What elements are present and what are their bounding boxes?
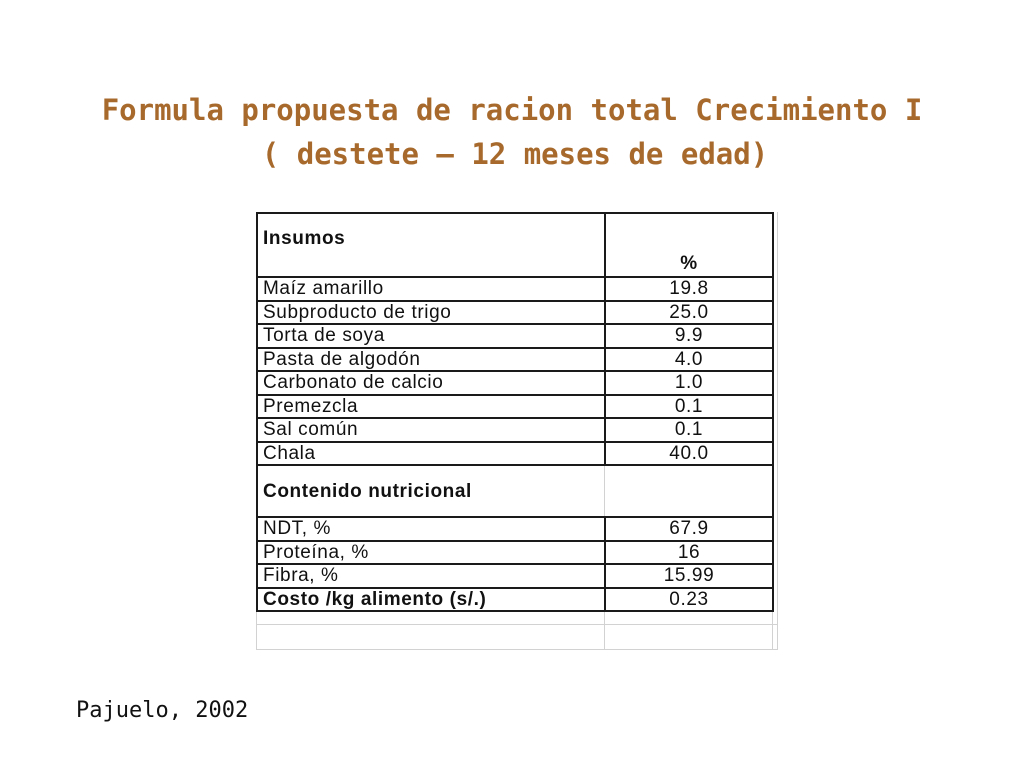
table-row — [257, 517, 773, 541]
title-line-1: Formula propuesta de racion total Crecimiento I — [101, 93, 923, 127]
section-header-row — [257, 465, 773, 517]
row-value: 25.0 — [605, 301, 773, 325]
table-row — [257, 277, 773, 301]
table-row — [257, 371, 773, 395]
row-label: Costo /kg alimento (s/.) — [257, 588, 605, 612]
table-row — [257, 564, 773, 588]
table-row — [257, 324, 773, 348]
header-percent: % — [605, 213, 773, 277]
row-label: Premezcla — [257, 395, 605, 419]
table-row — [257, 348, 773, 372]
grid-line — [777, 212, 778, 650]
header-insumos: Insumos — [257, 213, 605, 277]
slide-title — [0, 88, 1024, 176]
table-row — [257, 395, 773, 419]
row-label: Fibra, % — [257, 564, 605, 588]
row-label: NDT, % — [257, 517, 605, 541]
ration-table-container — [256, 212, 778, 650]
table-row — [257, 588, 773, 612]
table-row — [257, 442, 773, 466]
row-label: Pasta de algodón — [257, 348, 605, 372]
row-value: 4.0 — [605, 348, 773, 372]
row-value: 15.99 — [605, 564, 773, 588]
row-label: Torta de soya — [257, 324, 605, 348]
source-citation: Pajuelo, 2002 — [76, 698, 249, 723]
row-value: 0.1 — [605, 418, 773, 442]
row-value: 16 — [605, 541, 773, 565]
table-row — [257, 541, 773, 565]
ration-table — [256, 212, 774, 612]
row-value: 0.23 — [605, 588, 773, 612]
row-value: 67.9 — [605, 517, 773, 541]
row-label: Sal común — [257, 418, 605, 442]
row-label: Carbonato de calcio — [257, 371, 605, 395]
row-value: 1.0 — [605, 371, 773, 395]
row-label: Maíz amarillo — [257, 277, 605, 301]
row-value: 9.9 — [605, 324, 773, 348]
grid-line — [256, 624, 778, 625]
row-value: 40.0 — [605, 442, 773, 466]
section-label: Contenido nutricional — [257, 465, 773, 517]
table-row — [257, 301, 773, 325]
row-value: 0.1 — [605, 395, 773, 419]
row-label: Proteína, % — [257, 541, 605, 565]
title-line-2: ( destete – 12 meses de edad) — [261, 137, 769, 171]
table-row — [257, 418, 773, 442]
row-value: 19.8 — [605, 277, 773, 301]
row-label: Chala — [257, 442, 605, 466]
table-header-row — [257, 213, 773, 277]
row-label: Subproducto de trigo — [257, 301, 605, 325]
grid-line — [256, 649, 778, 650]
